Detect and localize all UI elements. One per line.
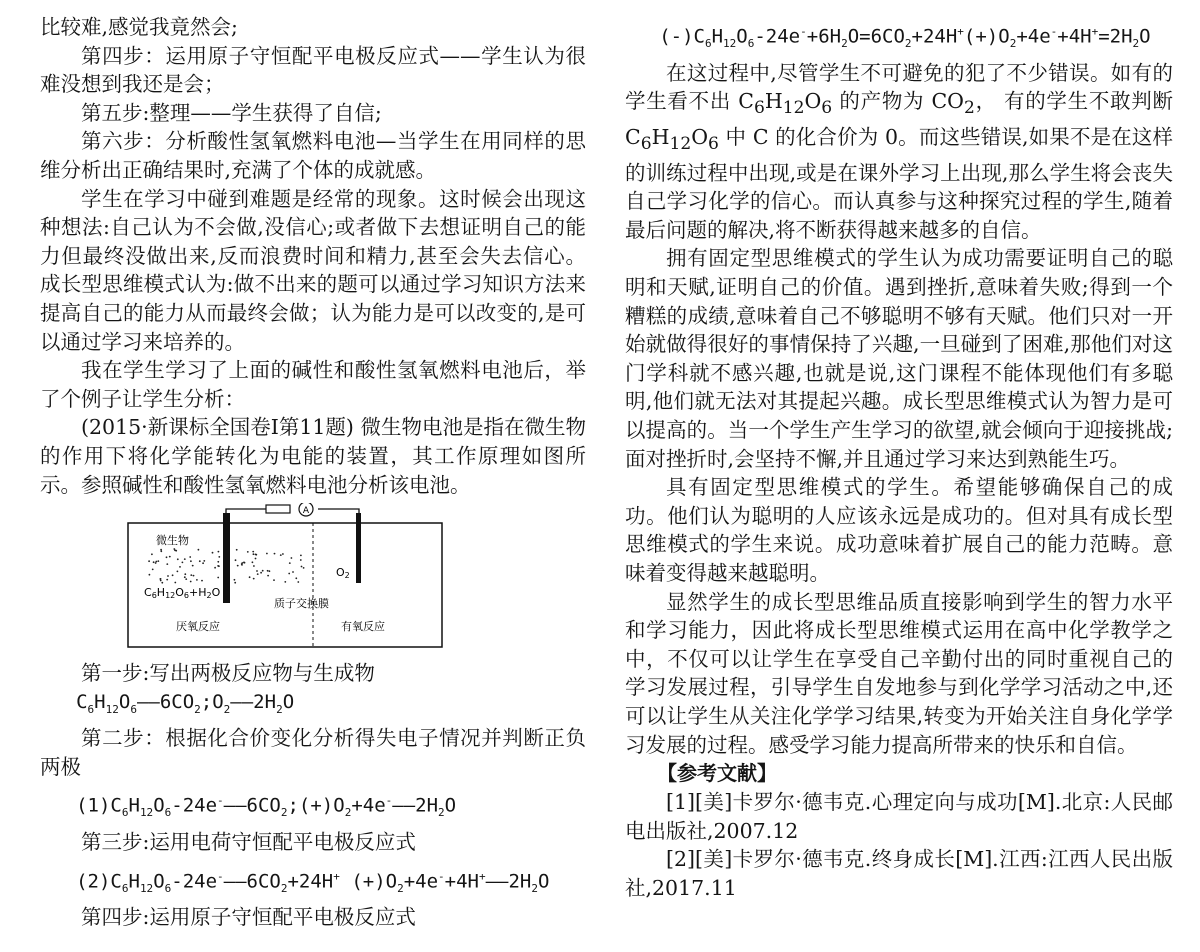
equation: $(2)C_6H_{12}O_6-24e^-——6CO_2+24H^+$ $(+)O_2+4e^-+4H^+——2H_2O$ [76, 869, 550, 895]
step-4: 第四步:运用原子守恒配平电极反应式 [81, 905, 416, 930]
reference-item: [1][美]卡罗尔·德韦克.心理定向与成功[M].北京:人民邮电出版社,2007.12 [625, 790, 1173, 843]
equation: $C_6H_{12}O_6——6CO_2;O_2——2H_2O$ [76, 690, 295, 716]
reactant-label: C6H12O6+H2O [144, 586, 221, 601]
paragraph: 具有固定型思维模式的学生。希望能够确保自己的成功。他们认为聪明的人应该永远是成功的。但对具有成长型思维模式的学生来说。成功意味着扩展自己的能力范畴。意味着变得越来越聪明。 [625, 475, 1173, 585]
paragraph: 学生在学习中碰到难题是经常的现象。这时候会出现这种想法:自己认为不会做,没信心;或者做下去想证明自己的能力但最终没做出来,反而浪费时间和精力,甚至会失去信心。成长型思维模式认为:做不出来的题可以通过学习知识方法来提高自己的能力从而最终会做；认为能力是可以改变的,是可以通过学习来培养的。 [40, 186, 586, 354]
equation: $(-)C_6H_{12}O_6-24e^-+6H_2O=6CO_2+24H^+(+)O_2+4e^-+4H^+=2H_2O$ [659, 25, 1151, 51]
microbe-label: 微生物 [156, 534, 189, 548]
resistor [266, 505, 290, 513]
membrane-label: 质子交换膜 [274, 597, 329, 611]
paragraph: 第五步:整理——学生获得了自信; [81, 100, 382, 125]
paragraph: 比较难,感觉我竟然会; [40, 15, 238, 39]
right-column [625, 0, 1173, 903]
paragraph: 在这过程中,尽管学生不可避免的犯了不少错误。如有的学生看不出 $C_6H_{12}O_6$ 的产物为 $CO_2$， 有的学生不敢判断 $C_6H_{12}O_6$ 中 C 的化合价为 0。而这些错误,如果不是在这样的训练过程中出现,或是在课外学习上出现,那么学生将会丧失自己学习化学的信心。而认真参与这种探究过程的学生,随着最后问题的解决,将不断获得越来越多的自信。 [625, 60, 1173, 242]
wire-right [318, 509, 359, 523]
aerobic-label: 有氧反应 [341, 620, 385, 634]
problem-statement: (2015·新课标全国卷Ⅰ第11题) 微生物电池是指在微生物的作用下将化学能转化为电能的装置，其工作原理如图所示。参照碱性和酸性氢氧燃料电池分析该电池。 [40, 415, 586, 497]
anode-electrode [223, 513, 230, 603]
paragraph: 显然学生的成长型思维品质直接影响到学生的智力水平和学习能力，因此将成长型思维模式运用在高中化学教学之中，不仅可以让学生在享受自己辛勤付出的同时重视自己的学习发展过程，引导学生自发地参与到化学学习活动之中,还可以让学生从关注化学学习结果,转变为开始关注自身化学学习发展的过程。感受学习能力提高所带来的快乐和自信。 [625, 589, 1173, 757]
step-1: 第一步:写出两极反应物与生成物 [81, 661, 375, 686]
ammeter-label: A [302, 506, 310, 517]
step-3: 第三步:运用电荷守恒配平电极反应式 [81, 829, 416, 854]
anaerobic-label: 厌氧反应 [176, 620, 220, 634]
left-column [40, 0, 586, 932]
paragraph: 第四步：运用原子守恒配平电极反应式——学生认为很难没想到我还是会； [40, 43, 586, 97]
references-heading: 【参考文献】 [657, 761, 777, 786]
cathode-electrode [356, 513, 361, 583]
step-2: 第二步：根据化合价变化分析得失电子情况并判断正负两极 [40, 726, 586, 779]
paragraph: 我在学生学习了上面的碱性和酸性氢氧燃料电池后，举了个例子让学生分析： [40, 358, 586, 411]
oxygen-label: O2 [336, 566, 350, 581]
paragraph: 拥有固定型思维模式的学生认为成功需要证明自己的聪明和天赋,证明自己的价值。遇到挫折,意味着失败;得到一个糟糕的成绩,意味着自己不够聪明不够有天赋。他们只对一开始就做得很好的事情保持了兴趣,一旦碰到了困难,那他们对这门学科就不感兴趣,也就是说,这门课程不能体现他们有多聪明,他们就无法对其提起兴趣。成长型思维模式认为智力是可以提高的。当一个学生产生学习的欲望,就会倾向于迎接挑战;面对挫折时,会坚持不懈,并且通过学习来达到熟能生巧。 [625, 246, 1173, 471]
reference-item: [2][美]卡罗尔·德韦克.终身成长[M].江西:江西人民出版社,2017.11 [625, 847, 1173, 900]
paragraph: 第六步：分析酸性氢氧燃料电池—当学生在用同样的思维分析出正确结果时,充满了个体的成就感。 [40, 129, 586, 182]
microbial-cell-diagram [126, 503, 446, 651]
equation: $(1)C_6H_{12}O_6-24e^-——6CO_2;(+)O_2+4e^-——2H_2O$ [76, 794, 457, 820]
